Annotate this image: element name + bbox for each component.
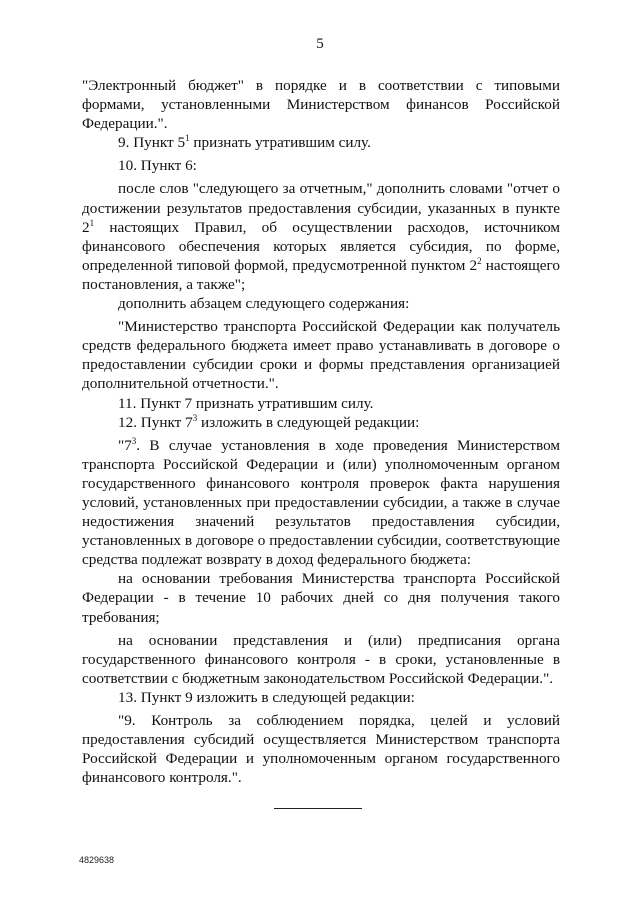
document-body	[82, 76, 560, 787]
page-number: 5	[316, 36, 324, 52]
paragraph-control-basis: на основании представления и (или) предписания органа государственного финансового контроля - в сроки, установленные в соответствии с бюджетным законодательством Российской Федерации.".	[82, 631, 560, 687]
paragraph-electronic-budget: "Электронный бюджет" в порядке и в соответствии с типовыми формами, установленными Министерством финансов Российской Федерации.".	[82, 77, 560, 133]
end-divider-line	[274, 808, 362, 809]
paragraph-item-9: 9. Пункт $5^1$ признать утратившим силу.	[118, 133, 371, 152]
paragraph-item-10: 10. Пункт 6:	[118, 157, 197, 175]
paragraph-item-9-text: "9. Контроль за соблюдением порядка, целей и условий предоставления субсидий осуществляется Министерством транспорта Российской Федерации и уполномоченным органом государственного финансового контроля.".	[82, 712, 560, 787]
paragraph-item-12: 12. Пункт $7^3$ изложить в следующей редакции:	[118, 412, 420, 431]
paragraph-item-11: 11. Пункт 7 признать утратившим силу.	[118, 394, 374, 412]
paragraph-item-7-3-text: "$7^3$. В случае установления в ходе проведения Министерством транспорта Российской Федерации и (или) уполномоченным органом государственного финансового контроля проверок факта нарушения условий, установленных при предоставлении субсидии, а также в случае недостижения значений результатов предоставления субсидии, установленных в договоре о предоставлении субсидии, соответствующие средства подлежат возврату в доход федерального бюджета:	[82, 435, 560, 569]
paragraph-requirement-basis: на основании требования Министерства транспорта Российской Федерации - в течение 10 рабочих дней со дня получения такого требования;	[82, 570, 560, 626]
paragraph-ministry-right: "Министерство транспорта Российской Федерации как получатель средств федерального бюджета имеет право устанавливать в договоре о предоставлении субсидии сроки и формы представления организацией дополнительной отчетности.".	[82, 318, 560, 393]
document-id: 4829638	[79, 855, 115, 865]
paragraph-after-words: после слов "следующего за отчетным," дополнить словами "отчет о достижении результатов предоставления субсидии, указанных в пункте $2^1$ настоящих Правил, об осуществлении расходов, источником финансового обеспечения которых является субсидия, по форме, определенной типовой формой, предусмотренной пунктом $2^2$ настоящего постановления, а также";	[82, 180, 560, 293]
paragraph-add-clause: дополнить абзацем следующего содержания:	[118, 295, 410, 313]
paragraph-item-13: 13. Пункт 9 изложить в следующей редакции:	[118, 688, 415, 706]
